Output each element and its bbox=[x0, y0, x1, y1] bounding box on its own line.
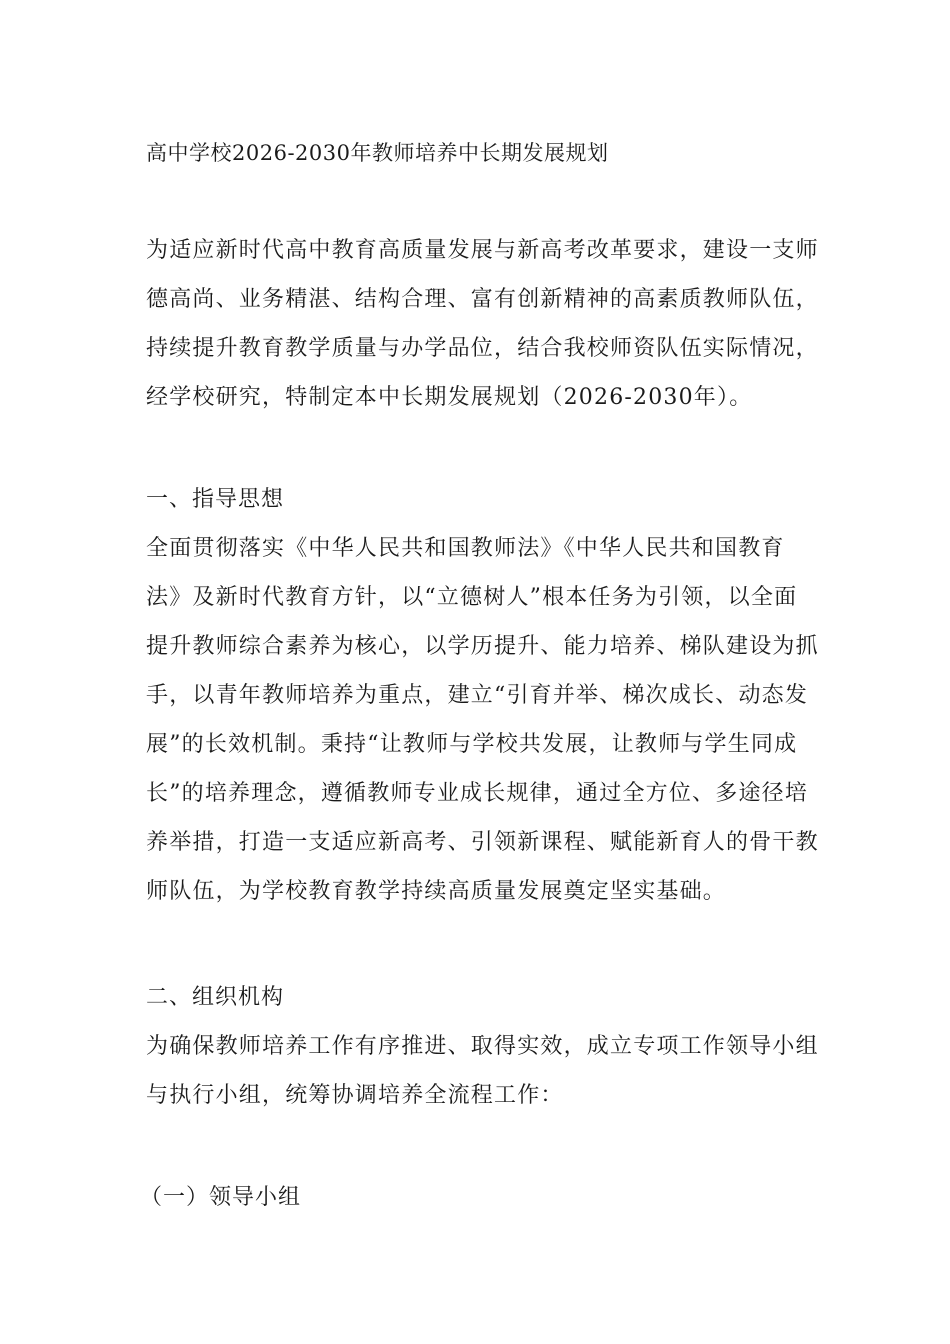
intro-line-4: 经学校研究，特制定本中长期发展规划（2026-2030年）。 bbox=[146, 385, 753, 410]
section-2-sub-heading: （一）领导小组 bbox=[140, 1185, 302, 1210]
section-1-line-5: 展”的长效机制。秉持“让教师与学校共发展，让教师与学生同成 bbox=[146, 732, 798, 757]
section-1-line-6: 长”的培养理念，遵循教师专业成长规律，通过全方位、多途径培 bbox=[146, 781, 809, 806]
section-2-line-2: 与执行小组，统筹协调培养全流程工作： bbox=[146, 1083, 564, 1108]
section-1-line-4: 手，以青年教师培养为重点，建立“引育并举、梯次成长、动态发 bbox=[146, 683, 809, 708]
section-2-heading: 二、组织机构 bbox=[146, 985, 285, 1010]
section-2-line-1: 为确保教师培养工作有序推进、取得实效，成立专项工作领导小组 bbox=[146, 1034, 819, 1059]
intro-line-1: 为适应新时代高中教育高质量发展与新高考改革要求，建设一支师 bbox=[146, 238, 819, 263]
intro-line-3: 持续提升教育教学质量与办学品位，结合我校师资队伍实际情况， bbox=[146, 336, 819, 361]
intro-line-2: 德高尚、业务精湛、结构合理、富有创新精神的高素质教师队伍， bbox=[146, 287, 819, 312]
section-1-line-7: 养举措，打造一支适应新高考、引领新课程、赋能新育人的骨干教 bbox=[146, 830, 819, 855]
section-1-line-3: 提升教师综合素养为核心，以学历提升、能力培养、梯队建设为抓 bbox=[146, 634, 819, 659]
document-title: 高中学校2026-2030年教师培养中长期发展规划 bbox=[146, 141, 609, 165]
section-1-heading: 一、指导思想 bbox=[146, 487, 285, 512]
section-1-line-8: 师队伍，为学校教育教学持续高质量发展奠定坚实基础。 bbox=[146, 879, 727, 904]
section-1-line-2: 法》及新时代教育方针，以“立德树人”根本任务为引领，以全面 bbox=[146, 585, 798, 610]
section-1-line-1: 全面贯彻落实《中华人民共和国教师法》《中华人民共和国教育 bbox=[146, 536, 785, 561]
